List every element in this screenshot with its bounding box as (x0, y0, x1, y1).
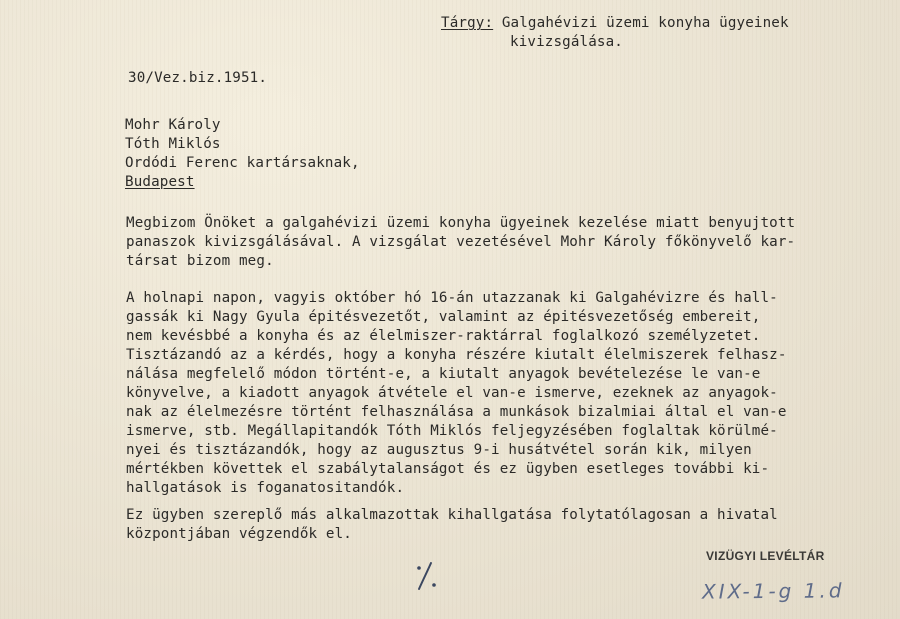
addressee-line: Ordódi Ferenc kartársaknak, (125, 155, 360, 171)
subject-text-line1: Galgahévizi üzemi konyha ügyeinek (501, 15, 789, 31)
paragraph-2-line: ismerve, stb. Megállapitandók Tóth Miklós feljegyzésében foglaltak körülmé- (126, 423, 778, 439)
paragraph-2-line: könyvelve, a kiadott anyagok átvétele el van-e ismerve, ezeknek az anyagok- (126, 385, 778, 401)
addressee-line: Tóth Miklós (125, 136, 221, 152)
archive-code: XIX-1-g 1.d (701, 578, 845, 604)
paragraph-2-line: gassák ki Nagy Gyula épitésvezetőt, valamint az épitésvezetőség embereit, (126, 309, 761, 325)
subject-label: Tárgy: (441, 15, 494, 31)
paragraph-2-line: A holnapi napon, vagyis október hó 16-án utazzanak ki Galgahévizre és hall- (126, 290, 778, 306)
paragraph-2-line: nyei és tisztázandók, hogy az augusztus 9-i husátvétel során kik, milyen (126, 442, 752, 458)
addressee-city: Budapest (125, 174, 195, 190)
paragraph-1-line: társat bizom meg. (126, 253, 274, 269)
handwritten-mark-icon (410, 560, 444, 592)
subject-text-line2: kivizsgálása. (510, 34, 623, 50)
reference-number: 30/Vez.biz.1951. (128, 70, 268, 86)
paragraph-2-line: nálása megfelelő módon történt-e, a kiutalt anyagok bevételezése le van-e (126, 366, 761, 382)
paragraph-1-line: Megbizom Önöket a galgahévizi üzemi konyha ügyeinek kezelése miatt benyujtott (126, 215, 796, 231)
subject-heading (441, 14, 789, 33)
paragraph-3-line: központjában végzendők el. (126, 526, 352, 542)
paragraph-2-line: mértékben követtek el szabálytalanságot és ez ügyben esetleges további ki- (126, 461, 770, 477)
archive-stamp: VIZÜGYI LEVÉLTÁR (706, 549, 825, 563)
addressee-line: Mohr Károly (125, 117, 221, 133)
paragraph-1-line: panaszok kivizsgálásával. A vizsgálat vezetésével Mohr Károly főkönyvelő kar- (126, 234, 796, 250)
paragraph-3-line: Ez ügyben szereplő más alkalmazottak kihallgatása folytatólagosan a hivatal (126, 507, 778, 523)
paragraph-2-line: Tisztázandó az a kérdés, hogy a konyha részére kiutalt élelmiszerek felhasz- (126, 347, 787, 363)
paragraph-2-line: nem kevésbbé a konyha és az élelmiszer-raktárral foglalkozó személyzetet. (126, 328, 761, 344)
paragraph-2-line: nak az élelmezésre történt felhasználása a munkások bizalmiai által el van-e (126, 404, 787, 420)
paragraph-2-line: hallgatások is foganatositandók. (126, 480, 405, 496)
